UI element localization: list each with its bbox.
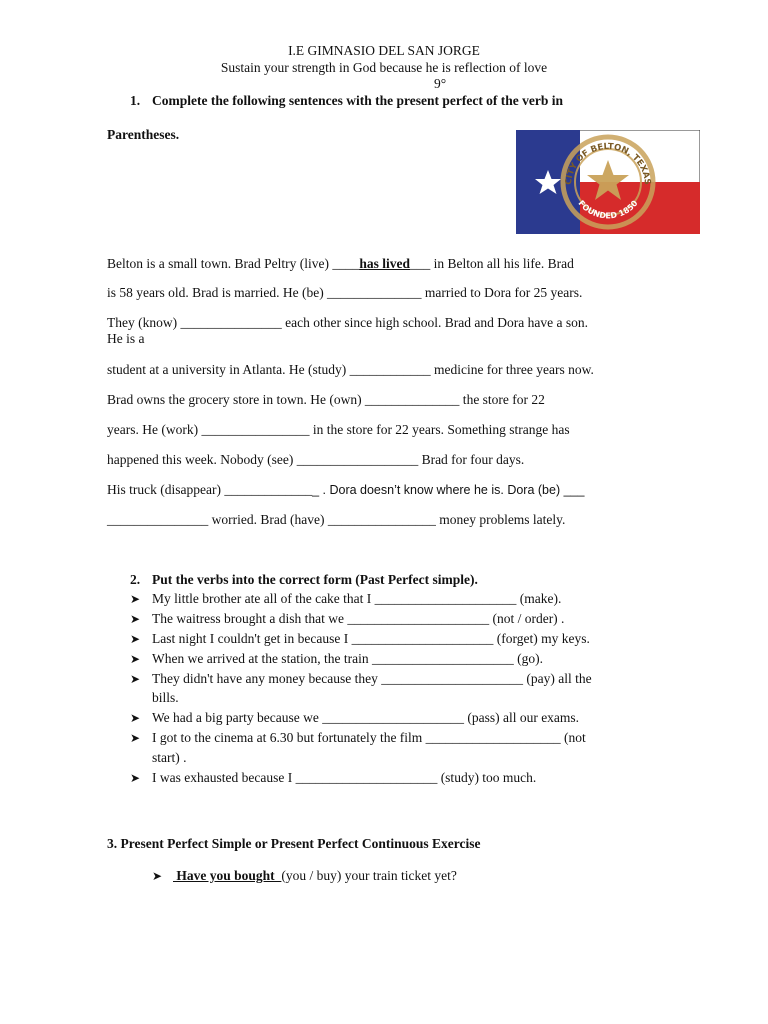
- s1-line-1: [107, 256, 574, 272]
- s1-line-6: Brad owns the grocery store in town. He (own) ______________ the store for 22: [107, 392, 545, 407]
- s2-item-2: The waitress brought a dish that we _____________________ (not / order) .: [152, 611, 565, 626]
- s1-line-10: _______________ worried. Brad (have) ________________ money problems lately.: [107, 512, 566, 527]
- s1-line-1-pre: Belton is a small town. Brad Peltry (live) ____: [107, 256, 360, 271]
- s3-item-1: [173, 868, 457, 884]
- s2-item-5-cont: bills.: [152, 690, 179, 705]
- arrow-bullet-icon: ➤: [130, 592, 141, 606]
- s2-item-7-cont: start) .: [152, 750, 187, 765]
- arrow-bullet-icon: ➤: [130, 711, 141, 725]
- school-motto: Sustain your strength in God because he is reflection of love: [220, 60, 548, 75]
- s2-item-5: They didn't have any money because they _____________________ (pay) all the: [152, 671, 592, 686]
- s2-item-4: When we arrived at the station, the train _____________________ (go).: [152, 651, 544, 666]
- belton-texas-flag: [516, 130, 700, 234]
- s3-example-answer: Have you bought: [173, 868, 282, 883]
- s1-line-9-pre: His truck (disappear) _____________: [107, 482, 313, 497]
- section1-title: Complete the following sentences with the present perfect of the verb in: [152, 93, 564, 108]
- section1-title-cont: Parentheses.: [107, 127, 180, 142]
- s2-item-6: We had a big party because we _____________________ (pass) all our exams.: [152, 710, 580, 725]
- arrow-bullet-icon: ➤: [130, 632, 141, 646]
- section3-title: 3. Present Perfect Simple or Present Perfect Continuous Exercise: [107, 836, 481, 851]
- s2-item-3: Last night I couldn't get in because I _____________________ (forget) my keys.: [152, 631, 590, 646]
- s3-item-1-post: (you / buy) your train ticket yet?: [281, 868, 457, 883]
- s1-line-4: He is a: [107, 331, 145, 346]
- section2-number: 2.: [130, 572, 141, 587]
- arrow-bullet-icon: ➤: [152, 869, 163, 883]
- s1-example-answer: has lived: [359, 256, 410, 271]
- seal-top-text: CITY OF BELTON, TEXAS: [563, 141, 653, 186]
- seal-bottom-text: FOUNDED 1850: [576, 198, 640, 221]
- s1-line-8: happened this week. Nobody (see) __________________ Brad for four days.: [107, 452, 525, 467]
- arrow-bullet-icon: ➤: [130, 731, 141, 745]
- s2-item-8: I was exhausted because I _____________________ (study) too much.: [152, 770, 537, 785]
- s1-line-1-post: ___ in Belton all his life. Brad: [409, 256, 574, 271]
- s1-line-9-mid: _ . Dora doesn’t know where he is. Dora (be) ___: [312, 483, 585, 497]
- s1-line-5: student at a university in Atlanta. He (study) ____________ medicine for three years now.: [107, 362, 594, 377]
- school-name: I.E GIMNASIO DEL SAN JORGE: [288, 43, 480, 58]
- s1-line-7: years. He (work) ________________ in the store for 22 years. Something strange has: [107, 422, 570, 437]
- s1-line-2: is 58 years old. Brad is married. He (be) ______________ married to Dora for 25 years.: [107, 285, 583, 300]
- s1-line-3: They (know) _______________ each other since high school. Brad and Dora have a son.: [107, 315, 589, 330]
- section1-number: 1.: [130, 93, 141, 108]
- arrow-bullet-icon: ➤: [130, 771, 141, 785]
- arrow-bullet-icon: ➤: [130, 612, 141, 626]
- arrow-bullet-icon: ➤: [130, 672, 141, 686]
- arrow-bullet-icon: ➤: [130, 652, 141, 666]
- s2-item-1: My little brother ate all of the cake that I _____________________ (make).: [152, 591, 562, 606]
- s1-line-9: [107, 482, 584, 498]
- section2-title: Put the verbs into the correct form (Past Perfect simple).: [152, 572, 478, 587]
- s2-item-7: I got to the cinema at 6.30 but fortunately the film ____________________ (not: [152, 730, 586, 745]
- grade-label: 9°: [434, 76, 447, 91]
